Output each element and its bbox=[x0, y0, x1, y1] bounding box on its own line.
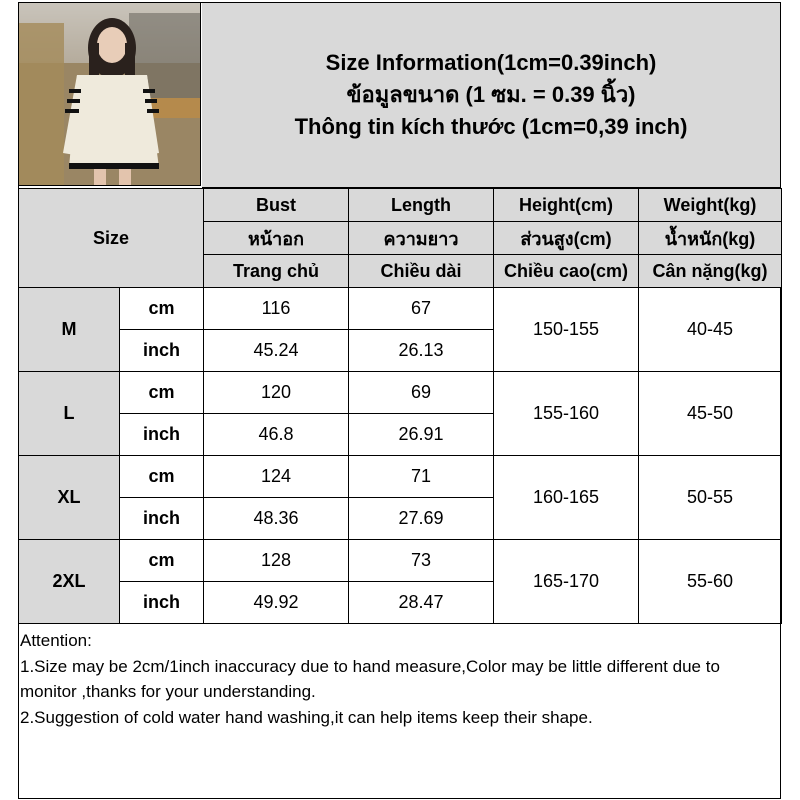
model-photo-illustration bbox=[19, 3, 201, 186]
unit-label: inch bbox=[120, 330, 204, 372]
weight-range: 40-45 bbox=[639, 288, 782, 372]
unit-label: inch bbox=[120, 582, 204, 624]
column-header-length-thai: ความยาว bbox=[349, 222, 494, 255]
column-header-height-vietnamese: Chiều cao(cm) bbox=[494, 255, 639, 288]
column-header-length-vietnamese: Chiều dài bbox=[349, 255, 494, 288]
size-information-header bbox=[202, 3, 780, 188]
bust-value: 124 bbox=[204, 456, 349, 498]
length-value: 71 bbox=[349, 456, 494, 498]
length-value: 28.47 bbox=[349, 582, 494, 624]
header-title-thai: ข้อมูลขนาด (1 ซม. = 0.39 นิ้ว) bbox=[346, 82, 636, 107]
table-row bbox=[19, 288, 782, 330]
bust-value: 48.36 bbox=[204, 498, 349, 540]
length-value: 26.91 bbox=[349, 414, 494, 456]
length-value: 27.69 bbox=[349, 498, 494, 540]
unit-label: cm bbox=[120, 540, 204, 582]
length-value: 73 bbox=[349, 540, 494, 582]
size-name: 2XL bbox=[19, 540, 120, 624]
header-title-vietnamese: Thông tin kích thước (1cm=0,39 inch) bbox=[294, 114, 688, 139]
length-value: 69 bbox=[349, 372, 494, 414]
bust-value: 116 bbox=[204, 288, 349, 330]
unit-label: cm bbox=[120, 456, 204, 498]
weight-range: 45-50 bbox=[639, 372, 782, 456]
length-value: 67 bbox=[349, 288, 494, 330]
height-range: 165-170 bbox=[494, 540, 639, 624]
column-header-bust-thai: หน้าอก bbox=[204, 222, 349, 255]
column-header-height: Height(cm) bbox=[494, 189, 639, 222]
column-header-length: Length bbox=[349, 189, 494, 222]
column-header-weight: Weight(kg) bbox=[639, 189, 782, 222]
size-name: M bbox=[19, 288, 120, 372]
bust-value: 45.24 bbox=[204, 330, 349, 372]
bust-value: 46.8 bbox=[204, 414, 349, 456]
table-row bbox=[19, 456, 782, 498]
bust-value: 49.92 bbox=[204, 582, 349, 624]
note-measurement: 1.Size may be 2cm/1inch inaccuracy due to hand measure,Color may be little different due to monitor ,thanks for your understanding. bbox=[20, 656, 720, 701]
unit-label: inch bbox=[120, 414, 204, 456]
size-column-label: Size bbox=[19, 189, 204, 288]
height-range: 150-155 bbox=[494, 288, 639, 372]
attention-notes bbox=[20, 628, 780, 730]
table-row bbox=[19, 372, 782, 414]
unit-label: cm bbox=[120, 288, 204, 330]
size-name: L bbox=[19, 372, 120, 456]
product-photo bbox=[19, 3, 201, 186]
height-range: 160-165 bbox=[494, 456, 639, 540]
height-range: 155-160 bbox=[494, 372, 639, 456]
column-header-height-thai: ส่วนสูง(cm) bbox=[494, 222, 639, 255]
size-table bbox=[18, 188, 782, 624]
column-header-weight-vietnamese: Cân nặng(kg) bbox=[639, 255, 782, 288]
unit-label: cm bbox=[120, 372, 204, 414]
notes-heading: Attention: bbox=[20, 631, 92, 650]
unit-label: inch bbox=[120, 498, 204, 540]
weight-range: 55-60 bbox=[639, 540, 782, 624]
weight-range: 50-55 bbox=[639, 456, 782, 540]
length-value: 26.13 bbox=[349, 330, 494, 372]
note-washing: 2.Suggestion of cold water hand washing,it can help items keep their shape. bbox=[20, 707, 593, 727]
column-header-bust: Bust bbox=[204, 189, 349, 222]
size-name: XL bbox=[19, 456, 120, 540]
bust-value: 120 bbox=[204, 372, 349, 414]
table-row bbox=[19, 540, 782, 582]
bust-value: 128 bbox=[204, 540, 349, 582]
column-header-bust-vietnamese: Trang chủ bbox=[204, 255, 349, 288]
header-title-english: Size Information(1cm=0.39inch) bbox=[325, 50, 657, 75]
column-header-weight-thai: น้ำหนัก(kg) bbox=[639, 222, 782, 255]
